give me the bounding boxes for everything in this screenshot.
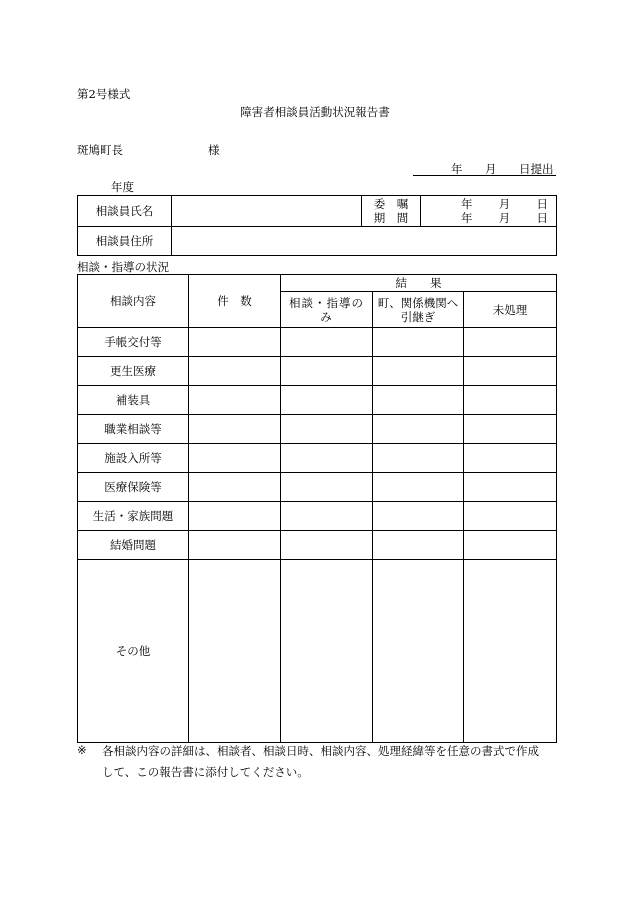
unprocessed-cell[interactable] <box>464 357 557 386</box>
referral-cell[interactable] <box>373 502 464 531</box>
guidance-cell[interactable] <box>281 502 373 531</box>
unprocessed-cell[interactable] <box>464 444 557 473</box>
guidance-cell[interactable] <box>281 560 373 743</box>
count-cell[interactable] <box>189 328 281 357</box>
table-row <box>78 415 557 444</box>
count-cell[interactable] <box>189 444 281 473</box>
end-month: 月 <box>498 211 511 225</box>
table-row <box>78 531 557 560</box>
unprocessed-cell[interactable] <box>464 386 557 415</box>
start-year: 年 <box>461 197 473 211</box>
submit-month: 月 <box>485 162 497 176</box>
row-label: 更生医療 <box>78 357 189 386</box>
form-number: 第2号様式 <box>77 87 131 101</box>
unprocessed-cell[interactable] <box>464 502 557 531</box>
status-table <box>77 274 557 743</box>
guidance-cell[interactable] <box>281 444 373 473</box>
row-label: 生活・家族問題 <box>78 502 189 531</box>
guidance-cell[interactable] <box>281 386 373 415</box>
address-field[interactable] <box>172 227 557 256</box>
header-content: 相談内容 <box>78 275 189 328</box>
end-day: 日 <box>536 211 548 225</box>
recipient-honorific: 様 <box>208 143 220 157</box>
unprocessed-cell[interactable] <box>464 415 557 444</box>
header-count: 件 数 <box>189 275 281 328</box>
name-field[interactable] <box>172 196 362 227</box>
row-label: 医療保険等 <box>78 473 189 502</box>
commission-period-label <box>362 196 421 227</box>
submit-date-underline <box>413 175 556 176</box>
referral-cell[interactable] <box>373 386 464 415</box>
name-label: 相談員氏名 <box>78 196 172 227</box>
fiscal-year: 年度 <box>111 180 134 194</box>
guidance-cell[interactable] <box>281 328 373 357</box>
unprocessed-cell[interactable] <box>464 560 557 743</box>
count-cell[interactable] <box>189 415 281 444</box>
row-label-other: その他 <box>78 560 189 743</box>
table-row <box>78 328 557 357</box>
header-unprocessed: 未処理 <box>464 292 557 328</box>
row-label: 補装具 <box>78 386 189 415</box>
footnote-mark: ※ <box>77 743 87 757</box>
table-row <box>78 357 557 386</box>
count-cell[interactable] <box>189 502 281 531</box>
info-table <box>77 195 557 256</box>
row-label: 結婚問題 <box>78 531 189 560</box>
end-year: 年 <box>461 211 473 225</box>
count-cell[interactable] <box>189 531 281 560</box>
guidance-cell[interactable] <box>281 531 373 560</box>
date-row-end <box>461 211 548 225</box>
referral-cell[interactable] <box>373 415 464 444</box>
referral-cell[interactable] <box>373 357 464 386</box>
page-title: 障害者相談員活動状況報告書 <box>240 105 390 119</box>
table-row <box>78 502 557 531</box>
submit-year: 年 <box>451 162 463 176</box>
footnote-line-1: 各相談内容の詳細は、相談者、相談日時、相談内容、処理経緯等を任意の書式で作成 <box>102 744 539 758</box>
start-day: 日 <box>536 197 548 211</box>
unprocessed-cell[interactable] <box>464 531 557 560</box>
table-row <box>78 386 557 415</box>
start-month: 月 <box>498 197 511 211</box>
row-label: 施設入所等 <box>78 444 189 473</box>
commission-label-line2: 期 間 <box>373 211 409 225</box>
header-result: 結 果 <box>281 275 557 292</box>
footnote-line-2: して、この報告書に添付してください。 <box>102 765 309 779</box>
referral-cell[interactable] <box>373 328 464 357</box>
referral-cell[interactable] <box>373 444 464 473</box>
table-row <box>78 473 557 502</box>
section-title: 相談・指導の状況 <box>77 260 169 274</box>
count-cell[interactable] <box>189 473 281 502</box>
referral-cell[interactable] <box>373 473 464 502</box>
recipient: 斑鳩町長 <box>77 143 123 157</box>
header-guidance-only: 相談・指導のみ <box>281 292 373 328</box>
referral-cell[interactable] <box>373 531 464 560</box>
count-cell[interactable] <box>189 560 281 743</box>
row-label: 職業相談等 <box>78 415 189 444</box>
referral-cell[interactable] <box>373 560 464 743</box>
unprocessed-cell[interactable] <box>464 473 557 502</box>
guidance-cell[interactable] <box>281 473 373 502</box>
commission-label-line1: 委 嘱 <box>373 197 409 211</box>
table-row <box>78 444 557 473</box>
count-cell[interactable] <box>189 357 281 386</box>
address-label: 相談員住所 <box>78 227 172 256</box>
table-row-other <box>78 560 557 743</box>
guidance-cell[interactable] <box>281 357 373 386</box>
date-row-start <box>461 197 548 211</box>
guidance-cell[interactable] <box>281 415 373 444</box>
commission-period-dates[interactable] <box>421 196 557 227</box>
header-referral: 町、関係機関へ引継ぎ <box>373 292 464 328</box>
count-cell[interactable] <box>189 386 281 415</box>
submit-day: 日提出 <box>519 162 554 176</box>
unprocessed-cell[interactable] <box>464 328 557 357</box>
row-label: 手帳交付等 <box>78 328 189 357</box>
